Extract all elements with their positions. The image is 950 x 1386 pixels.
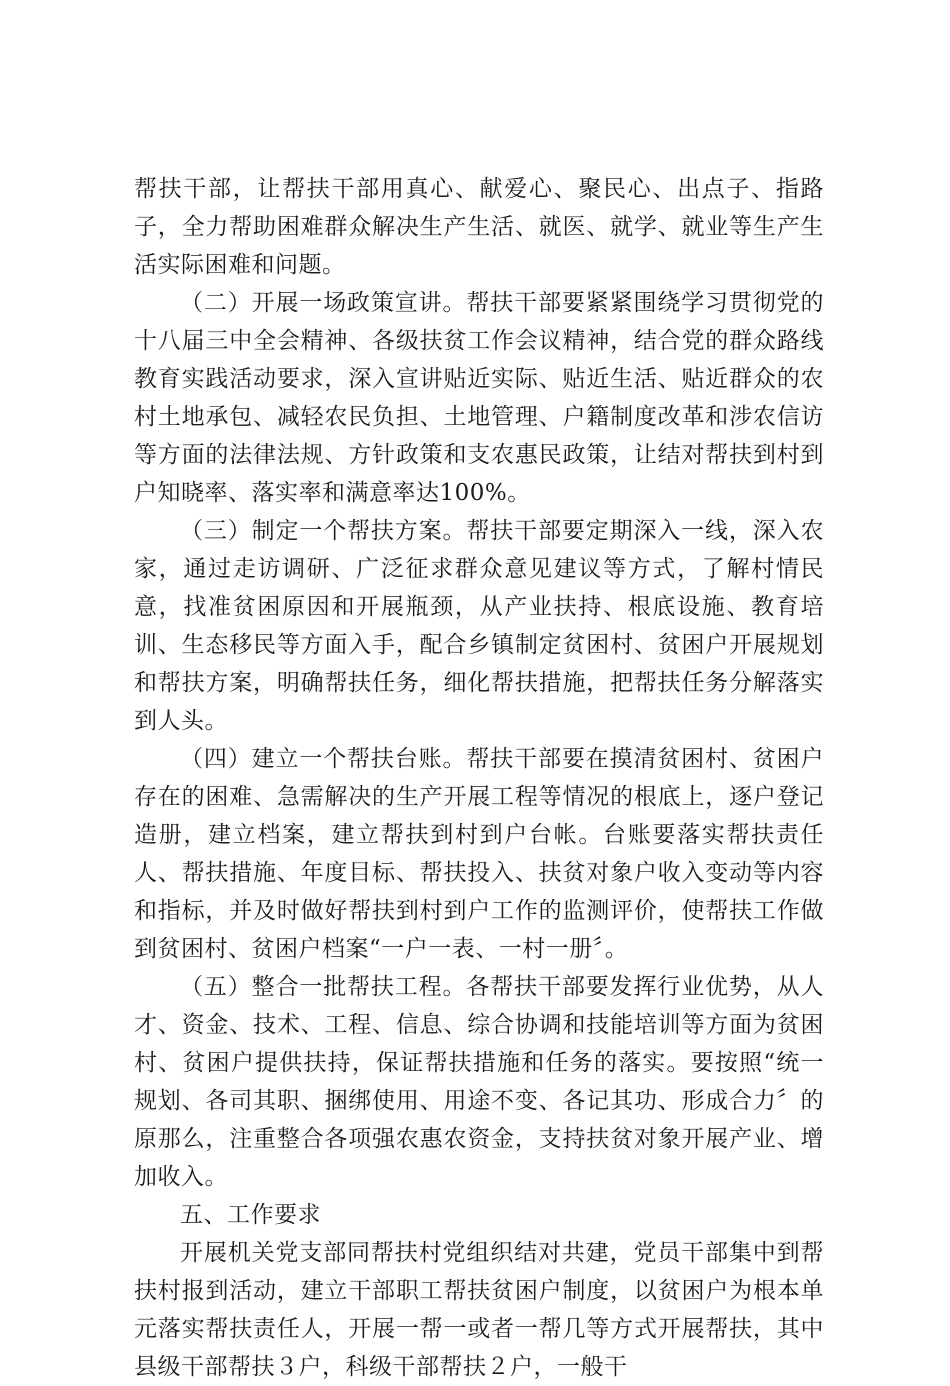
- paragraph-work-requirements: 开展机关党支部同帮扶村党组织结对共建，党员干部集中到帮扶村报到活动，建立干部职工帮扶贫困户制度，以贫困户为根本单元落实帮扶责任人，开展一帮一或者一帮几等方式开展帮扶，其中县级干部帮扶３户，科级干部帮扶２户，一般干: [134, 1240, 824, 1380]
- section-heading-work-requirements: 五、工作要求: [180, 1202, 321, 1228]
- paragraph-continuation: 帮扶干部，让帮扶干部用真心、献爱心、聚民心、出点子、指路子，全力帮助困难群众解决生产生活、就医、就学、就业等生产生活实际困难和问题。: [134, 176, 824, 278]
- paragraph-policy-lecture: （二）开展一场政策宣讲。帮扶干部要紧紧围绕学习贯彻党的十八届三中全会精神、各级扶贫工作会议精神，结合党的群众路线教育实践活动要求，深入宣讲贴近实际、贴近生活、贴近群众的农村土地承包、减轻农民负担、土地管理、户籍制度改革和涉农信访等方面的法律法规、方针政策和支农惠民政策，让结对帮扶到村到户知晓率、落实率和满意率达100%。: [134, 290, 824, 506]
- paragraph-assistance-ledger: （四）建立一个帮扶台账。帮扶干部要在摸清贫困村、贫困户存在的困难、急需解决的生产开展工程等情况的根底上，逐户登记造册，建立档案，建立帮扶到村到户台帐。台账要落实帮扶责任人、帮扶措施、年度目标、帮扶投入、扶贫对象户收入变动等内容和指标，并及时做好帮扶到村到户工作的监测评价，使帮扶工作做到贫困村、贫困户档案“一户一表、一村一册〞。: [134, 746, 824, 962]
- paragraph-integrate-projects: （五）整合一批帮扶工程。各帮扶干部要发挥行业优势，从人才、资金、技术、工程、信息、综合协调和技能培训等方面为贫困村、贫困户提供扶持，保证帮扶措施和任务的落实。要按照“统一规划、各司其职、捆绑使用、用途不变、各记其功、形成合力〞的原那么，注重整合各项强农惠农资金，支持扶贫对象开展产业、增加收入。: [134, 974, 824, 1190]
- paragraph-assistance-plan: （三）制定一个帮扶方案。帮扶干部要定期深入一线，深入农家，通过走访调研、广泛征求群众意见建议等方式，了解村情民意，找准贫困原因和开展瓶颈，从产业扶持、根底设施、教育培训、生态移民等方面入手，配合乡镇制定贫困村、贫困户开展规划和帮扶方案，明确帮扶任务，细化帮扶措施，把帮扶任务分解落实到人头。: [134, 518, 824, 734]
- document-page: [134, 170, 824, 1386]
